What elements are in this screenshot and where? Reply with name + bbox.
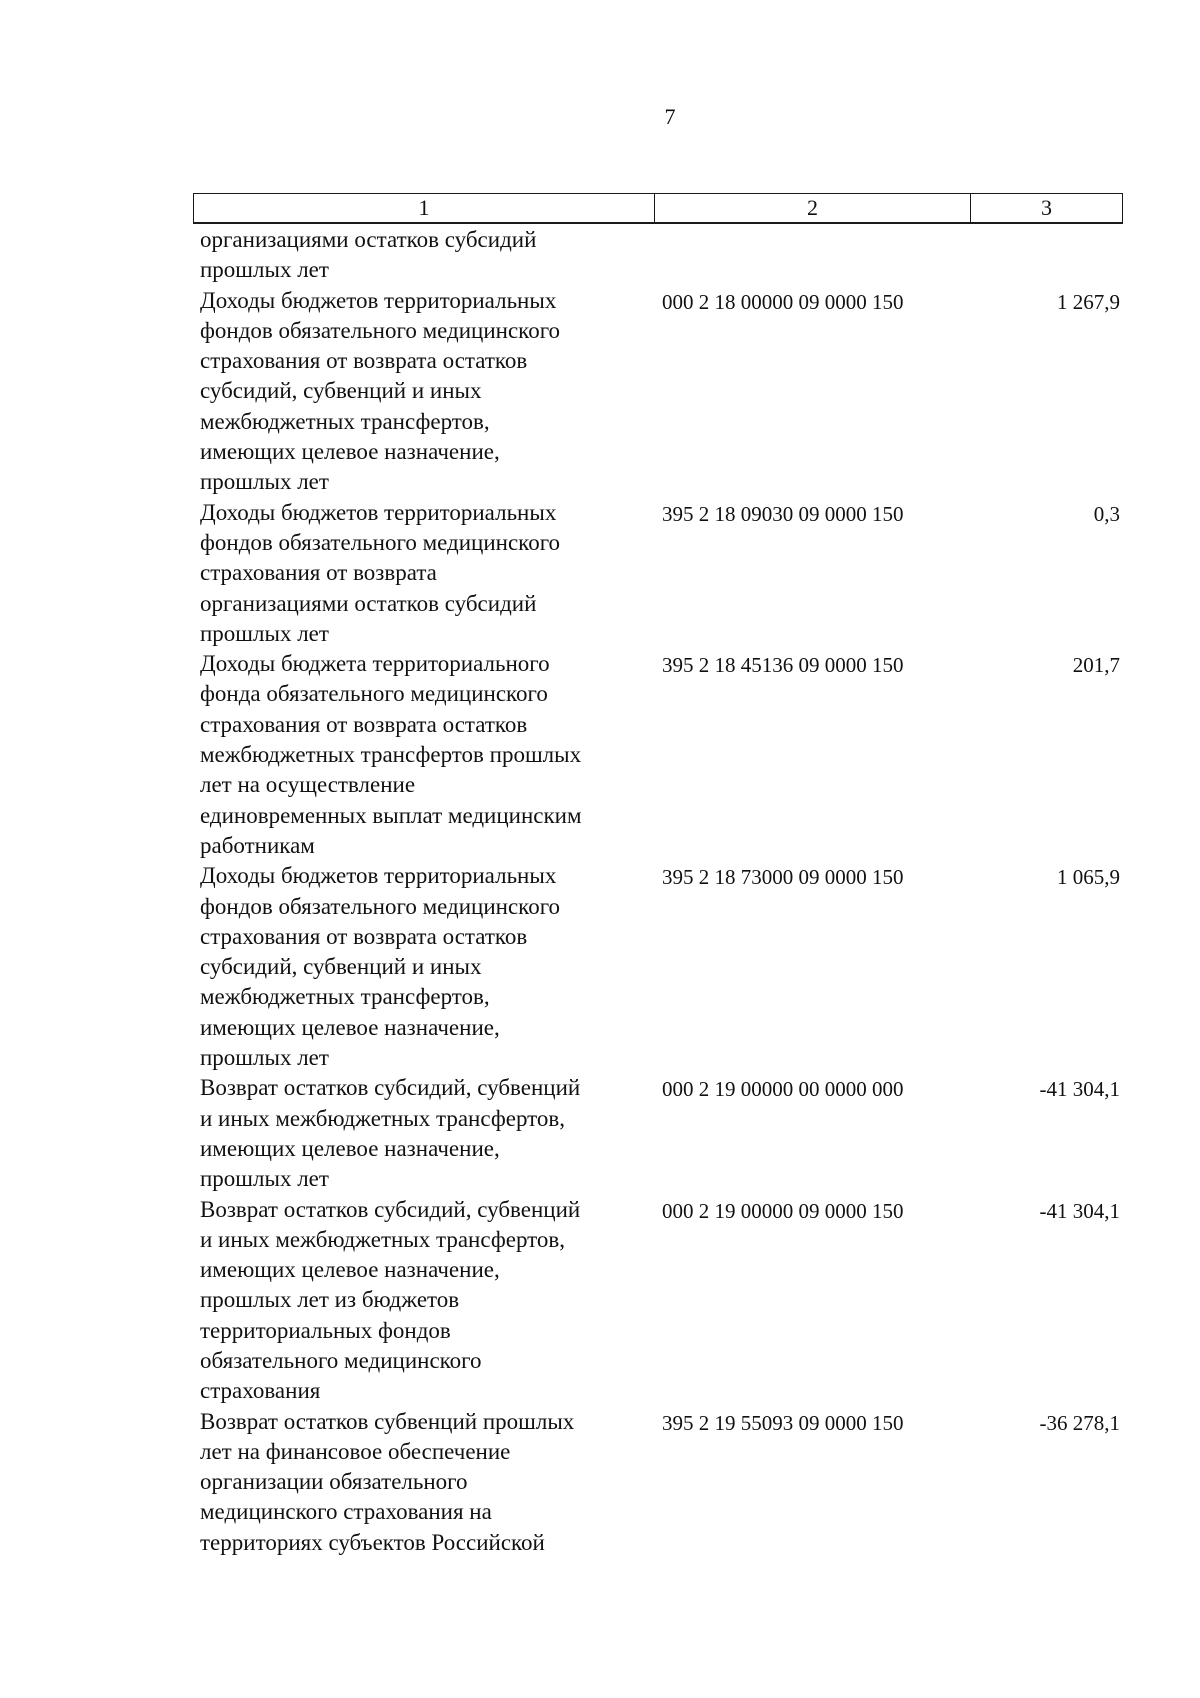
row-code: 000 2 19 00000 00 0000 000 — [662, 1077, 904, 1102]
page-number: 7 — [664, 104, 676, 129]
table-row — [200, 1195, 1120, 1407]
row-code: 395 2 18 73000 09 0000 150 — [662, 865, 904, 890]
row-code: 395 2 19 55093 09 0000 150 — [662, 1410, 904, 1435]
table-row — [200, 286, 1120, 498]
row-name: Доходы бюджетов территориальных фондов обязательного медицинского страхования от возврата остатков субсидий, субвенций и иных межбюджетных трансфертов, имеющих целевое назначение, прошлых лет — [200, 863, 561, 1071]
table-row — [200, 861, 1120, 1073]
row-name: Возврат остатков субсидий, субвенций и иных межбюджетных трансфертов, имеющих целевое назначение, прошлых лет — [200, 1075, 581, 1192]
row-name: Возврат остатков субвенций прошлых лет на финансовое обеспечение организации обязательного медицинского страхования на территориях субъектов Российской — [200, 1408, 575, 1555]
table-row — [200, 649, 1120, 861]
row-code: 395 2 18 09030 09 0000 150 — [662, 501, 904, 526]
row-name: Доходы бюджета территориального фонда обязательного медицинского страхования от возврата остатков межбюджетных трансфертов прошлых лет на осуществление единовременных выплат медицинским работникам — [200, 651, 582, 858]
row-name: Возврат остатков субсидий, субвенций и иных межбюджетных трансфертов, имеющих целевое назначение, прошлых лет из бюджетов территориальных фондов обязательного медицинского страхования — [200, 1196, 581, 1404]
row-code: 000 2 18 00000 09 0000 150 — [662, 289, 904, 314]
header-column-3: 3 — [1041, 195, 1052, 220]
row-value: -36 278,1 — [1039, 1410, 1120, 1435]
table-body — [200, 225, 1120, 1558]
header-column-2: 2 — [655, 194, 971, 222]
row-name: Доходы бюджетов территориальных фондов обязательного медицинского страхования от возврата остатков субсидий, субвенций и иных межбюджетных трансфертов, имеющих целевое назначение, прошлых лет — [200, 287, 561, 495]
header-column-1: 1 — [194, 194, 655, 222]
row-value: 0,3 — [1093, 501, 1120, 526]
table-row — [200, 225, 1120, 286]
row-value: -41 304,1 — [1039, 1198, 1120, 1223]
row-code: 000 2 19 00000 09 0000 150 — [662, 1198, 904, 1223]
row-name: организациями остатков субсидий прошлых лет — [200, 227, 537, 283]
table-row — [200, 1407, 1120, 1558]
table-row — [200, 498, 1120, 649]
row-name: Доходы бюджетов территориальных фондов обязательного медицинского страхования от возврата организациями остатков субсидий прошлых лет — [200, 499, 561, 646]
row-value: 1 065,9 — [1057, 865, 1120, 890]
table-row — [200, 1073, 1120, 1194]
row-value: 1 267,9 — [1057, 289, 1120, 314]
table-header-row — [193, 193, 1123, 224]
row-value: -41 304,1 — [1039, 1077, 1120, 1102]
row-value: 201,7 — [1072, 653, 1120, 678]
row-code: 395 2 18 45136 09 0000 150 — [662, 653, 904, 678]
